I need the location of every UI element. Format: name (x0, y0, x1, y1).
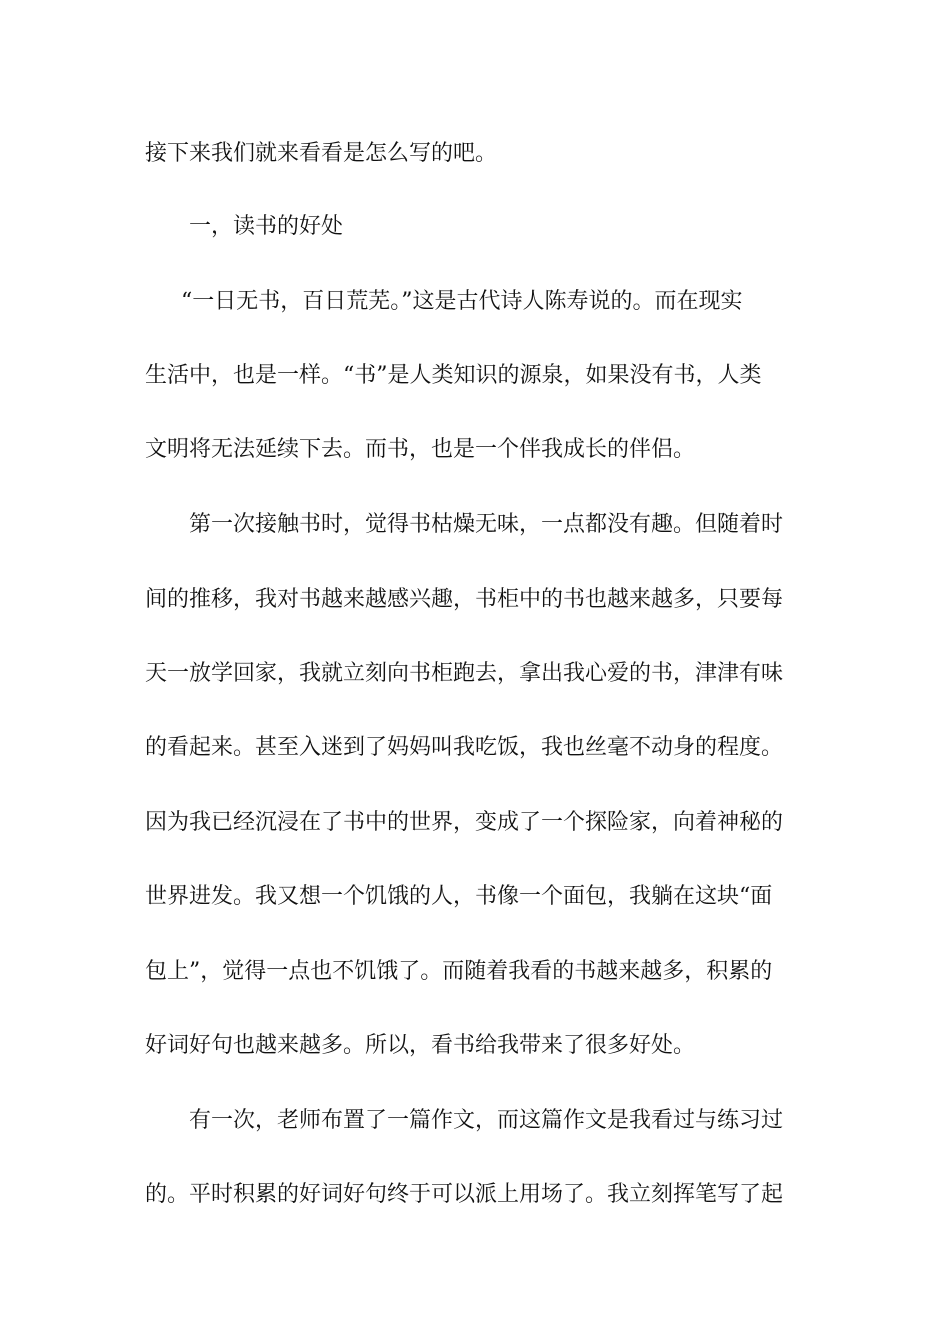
text-line-14: 有一次，老师布置了一篇作文，而这篇作文是我看过与练习过 (189, 1108, 784, 1133)
text-line-5: 文明将无法延续下去。而书，也是一个伴我成长的伴侣。 (145, 437, 696, 462)
section-heading: 一，读书的好处 (189, 214, 344, 239)
text-line-7: 间的推移，我对书越来越感兴趣，书柜中的书也越来越多，只要每 (145, 587, 784, 612)
text-line-13: 好词好句也越来越多。所以，看书给我带来了很多好处。 (145, 1033, 696, 1058)
text-line-15: 的。平时积累的好词好句终于可以派上用场了。我立刻挥笔写了起 (145, 1182, 784, 1207)
text-line-3: “一日无书，百日荒芜。”这是古代诗人陈寿说的。而在现实 (181, 289, 743, 314)
text-line-12: 包上”，觉得一点也不饥饿了。而随着我看的书越来越多，积累的 (145, 959, 773, 984)
text-line-11: 世界进发。我又想一个饥饿的人，书像一个面包，我躺在这块“面 (145, 884, 773, 909)
text-line-9: 的看起来。甚至入迷到了妈妈叫我吃饭，我也丝毫不动身的程度。 (145, 735, 784, 760)
text-line-1: 接下来我们就来看看是怎么写的吧。 (145, 141, 498, 166)
text-line-4: 生活中，也是一样。“书”是人类知识的源泉，如果没有书，人类 (145, 363, 762, 388)
text-line-6: 第一次接触书时，觉得书枯燥无味，一点都没有趣。但随着时 (189, 512, 784, 537)
text-line-10: 因为我已经沉浸在了书中的世界，变成了一个探险家，向着神秘的 (145, 810, 784, 835)
text-line-8: 天一放学回家，我就立刻向书柜跑去，拿出我心爱的书，津津有味 (145, 661, 784, 686)
